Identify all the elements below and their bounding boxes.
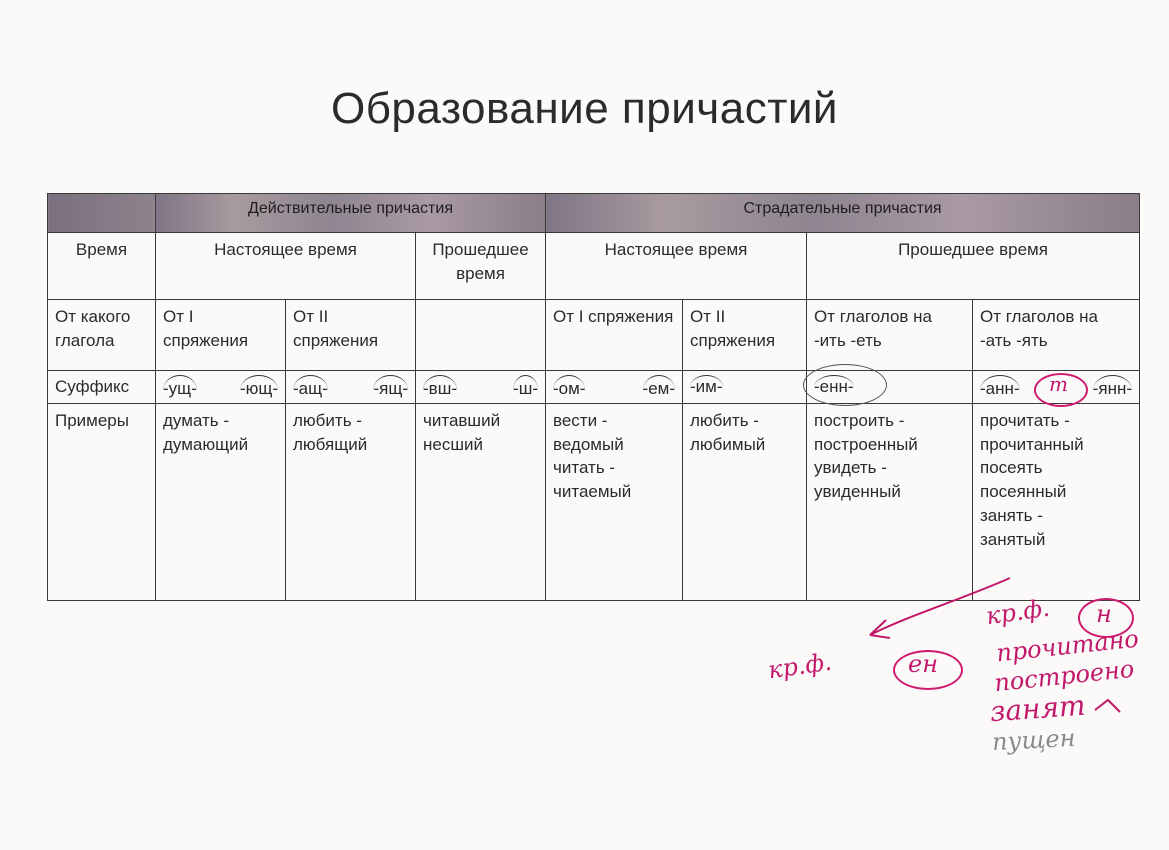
- example-line: любимый: [690, 434, 766, 454]
- cell-suffix-c5: [683, 371, 807, 404]
- example-line: несший: [423, 434, 483, 454]
- cell-verb-c5: От II спряжения: [683, 300, 807, 371]
- cell-verb-c3: [416, 300, 546, 371]
- suffix-ann: -анн-: [980, 375, 1020, 401]
- example-line: думать -: [163, 410, 230, 430]
- example-line: читаемый: [553, 482, 632, 502]
- suffix-yann: -янн-: [1093, 375, 1132, 401]
- cell-examples-c7: [973, 403, 1140, 600]
- suffix-circle-mark: [803, 364, 887, 406]
- example-line: вести -: [553, 410, 608, 430]
- cell-suffix-c1: [156, 371, 286, 404]
- suffix-enn: -енн-: [814, 377, 854, 396]
- row-label-examples: Примеры: [48, 403, 156, 600]
- row-label-verb: От какого глагола: [48, 300, 156, 371]
- cell-active-present: Настоящее время: [156, 233, 416, 300]
- row-label-suffix: Суффикс: [48, 371, 156, 404]
- header-active: Действительные причастия: [156, 194, 546, 233]
- cell-passive-past: Прошедшее время: [807, 233, 1140, 300]
- row-label-time: Время: [48, 233, 156, 300]
- participles-table: [47, 193, 1140, 601]
- cell-examples-c3: [416, 403, 546, 600]
- example-line: любящий: [293, 434, 368, 454]
- example-line: любить -: [293, 410, 362, 430]
- example-line: занять -: [980, 505, 1043, 525]
- cell-examples-c5: [683, 403, 807, 600]
- suffix-ashch: -ащ-: [293, 375, 328, 401]
- suffix-im: -им-: [690, 377, 723, 396]
- table-row: [48, 371, 1140, 404]
- cell-examples-c2: [286, 403, 416, 600]
- suffix-vsh: -вш-: [423, 375, 457, 401]
- suffix-em: -ем-: [643, 375, 675, 401]
- suffix-ushch: -ущ-: [163, 375, 197, 401]
- header-passive: Страдательные причастия: [546, 194, 1140, 233]
- cell-suffix-c3: [416, 371, 546, 404]
- handwritten-short-form-right: кр.ф.: [984, 593, 1052, 631]
- example-line: увиденный: [814, 482, 901, 502]
- page-title: Образование причастий: [330, 84, 839, 133]
- handwritten-suffix-right: н: [1096, 600, 1112, 628]
- example-line: построить -: [814, 410, 905, 430]
- cell-verb-c6: От глаголов на -ить -еть: [807, 300, 973, 371]
- example-line: думающий: [163, 434, 249, 454]
- example-line: ведомый: [553, 434, 624, 454]
- cell-suffix-c2: [286, 371, 416, 404]
- table-row: [48, 300, 1140, 371]
- header-corner: [48, 194, 156, 233]
- example-line: увидеть -: [814, 458, 887, 478]
- cell-verb-c4: От I спряжения: [546, 300, 683, 371]
- cell-suffix-c4: [546, 371, 683, 404]
- example-line: прочитать -: [980, 410, 1070, 430]
- example-line: занятый: [980, 529, 1046, 549]
- example-line: читать -: [553, 458, 616, 478]
- example-line: читавший: [423, 410, 501, 430]
- suffix-yashch: -ящ-: [373, 375, 408, 401]
- handwritten-short-form-left: кр.ф.: [766, 647, 834, 685]
- example-line: любить -: [690, 410, 759, 430]
- table-row: [48, 403, 1140, 600]
- suffix-om: -ом-: [553, 375, 585, 401]
- example-line: посеянный: [980, 482, 1067, 502]
- handwritten-word: пущен: [991, 723, 1077, 757]
- cell-active-past: Прошедшее время: [416, 233, 546, 300]
- example-line: построенный: [814, 434, 918, 454]
- example-line: посеять: [980, 458, 1043, 478]
- cell-verb-c1: От I спряжения: [156, 300, 286, 371]
- cell-passive-present: Настоящее время: [546, 233, 807, 300]
- example-line: прочитанный: [980, 434, 1084, 454]
- handwritten-word: прочитано: [994, 624, 1141, 668]
- cell-examples-c1: [156, 403, 286, 600]
- handwritten-mark-t: т: [1049, 372, 1068, 396]
- suffix-sh: -ш-: [513, 375, 538, 401]
- handwritten-suffix-left: ен: [908, 650, 939, 678]
- cell-examples-c4: [546, 403, 683, 600]
- suffix-yushch: -ющ-: [240, 375, 278, 401]
- handwritten-word: занят: [988, 688, 1087, 729]
- handwritten-word: построено: [992, 654, 1136, 698]
- cell-verb-c7: От глаголов на -ать -ять: [973, 300, 1140, 371]
- cell-examples-c6: [807, 403, 973, 600]
- cell-verb-c2: От II спряжения: [286, 300, 416, 371]
- table-row: [48, 233, 1140, 300]
